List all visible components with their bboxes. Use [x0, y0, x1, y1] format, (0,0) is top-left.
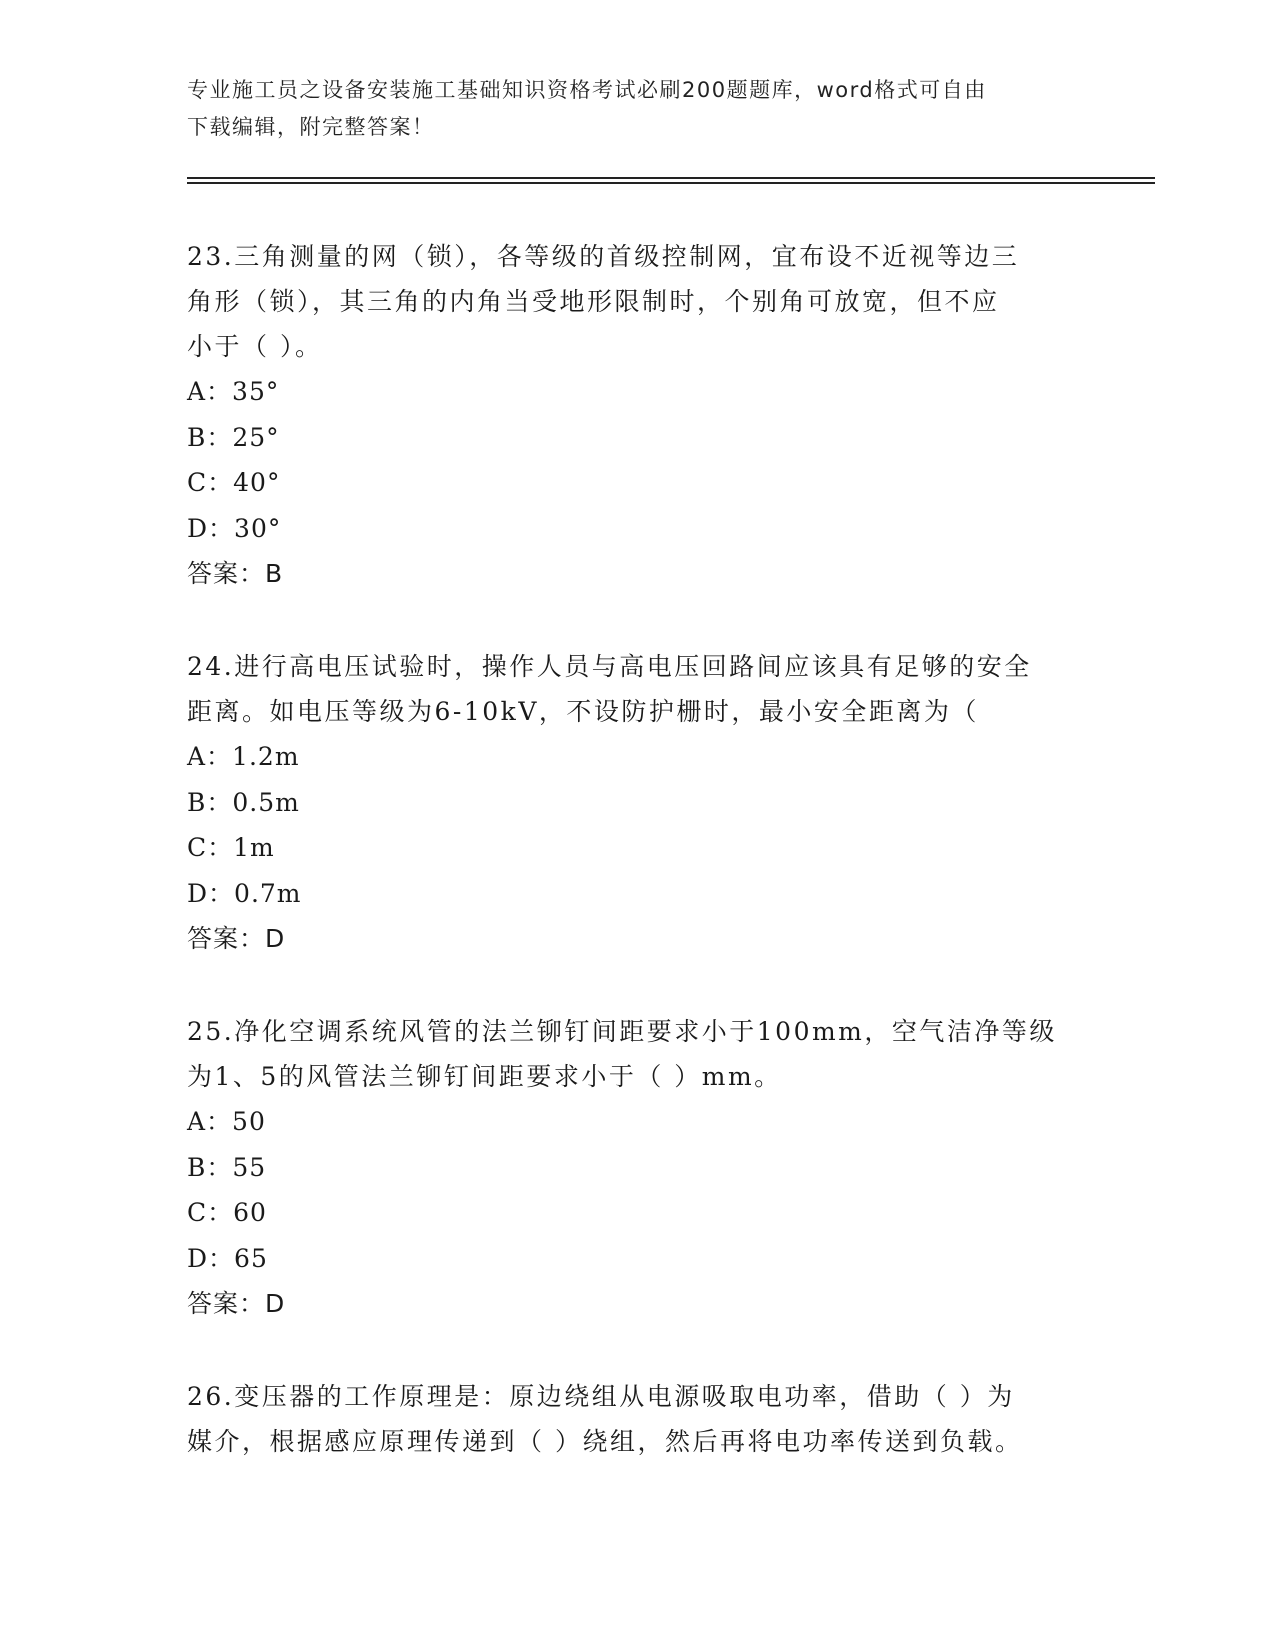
question-stem-line: 26.变压器的工作原理是：原边绕组从电源吸取电功率，借助（ ）为	[187, 1382, 1015, 1411]
option-d: D：0.7m	[187, 878, 302, 908]
option-a: A：35°	[187, 377, 280, 406]
question-stem-line: 23.三角测量的网（锁），各等级的首级控制网，宜布设不近视等边三	[187, 242, 1020, 271]
header-divider-top	[187, 177, 1155, 179]
question-24	[187, 644, 1087, 961]
question-stem-line: 24.进行高电压试验时，操作人员与高电压回路间应该具有足够的安全	[187, 652, 1032, 681]
answer-line: 答案：D	[187, 924, 286, 953]
option-a: A：1.2m	[187, 742, 300, 771]
option-b: B：25°	[187, 422, 280, 452]
question-stem-line: 为1、5的风管法兰铆钉间距要求小于（ ）mm。	[187, 1062, 782, 1091]
question-stem-line: 角形（锁），其三角的内角当受地形限制时，个别角可放宽，但不应	[187, 287, 1000, 316]
question-stem-line: 媒介，根据感应原理传递到（ ）绕组，然后再将电功率传送到负载。	[187, 1427, 1023, 1456]
header-line-2: 下载编辑，附完整答案！	[187, 115, 435, 139]
option-c: C：60	[187, 1198, 267, 1227]
question-stem-line: 距离。如电压等级为6-10kV，不设防护栅时，最小安全距离为（	[187, 697, 979, 726]
option-c: C：40°	[187, 468, 281, 497]
option-c: C：1m	[187, 833, 275, 862]
question-26	[187, 1374, 1087, 1464]
option-d: D：30°	[187, 513, 282, 543]
answer-line: 答案：D	[187, 1289, 286, 1318]
question-23	[187, 234, 1087, 596]
option-d: D：65	[187, 1243, 268, 1273]
header-line-1: 专业施工员之设备安装施工基础知识资格考试必刷200题题库，word格式可自由	[187, 78, 987, 102]
document-header	[187, 72, 1087, 146]
answer-line: 答案：B	[187, 559, 284, 588]
option-a: A：50	[187, 1107, 266, 1136]
header-divider-bottom	[187, 182, 1155, 184]
option-b: B：55	[187, 1152, 267, 1182]
question-stem-line: 小于（ ）。	[187, 332, 323, 361]
option-b: B：0.5m	[187, 787, 300, 817]
question-stem-line: 25.净化空调系统风管的法兰铆钉间距要求小于100mm，空气洁净等级	[187, 1017, 1057, 1046]
question-25	[187, 1009, 1087, 1326]
